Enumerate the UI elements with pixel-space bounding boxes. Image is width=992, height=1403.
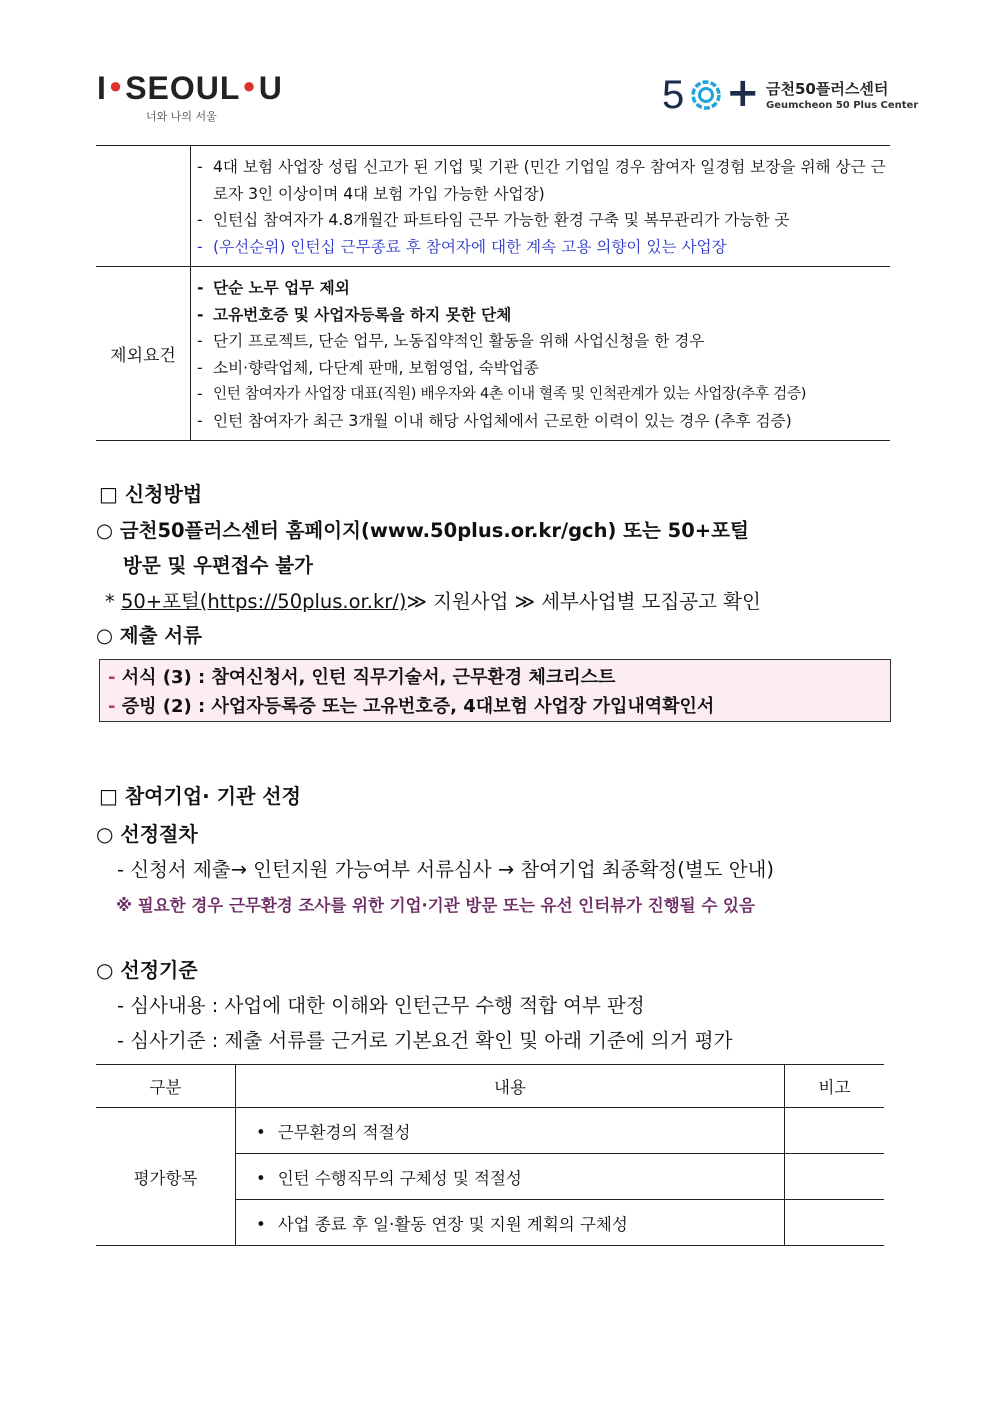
table-cell (191, 267, 891, 441)
portal-link[interactable]: 50+포털(https://50plus.or.kr/) (120, 590, 407, 613)
table-header-row (96, 1065, 884, 1108)
list-item: - 4대 보험 사업장 성립 신고가 된 기업 및 기관 (민간 기업일 경우 참여자 일경험 보장을 위해 상근 근로자 3인 이상이며 4대 보험 가입 가능한 사업장) (197, 158, 886, 203)
docs-box (99, 659, 891, 722)
center-name-ko: 금천50플러스센터 (766, 80, 889, 98)
eval-item: • 사업 종료 후 일·활동 연장 및 지원 계획의 구체성 (236, 1200, 785, 1246)
logo-five: 5 (662, 73, 685, 117)
process-heading: ○ 선정절차 (96, 822, 198, 846)
logo-plus: + (726, 70, 760, 116)
list-item: - 인턴 참여자가 최근 3개월 이내 해당 사업체에서 근로한 이력이 있는 경우 (추후 검증) (197, 411, 792, 430)
seoul-tagline: 너와 나의 서울 (146, 110, 217, 123)
col-header-remarks: 비고 (785, 1065, 885, 1108)
list-item: - 단기 프로젝트, 단순 업무, 노동집약적인 활동을 위해 사업신청을 한 경우 (197, 332, 705, 350)
exclusion-label: 제외요건 (96, 267, 191, 441)
selection-heading: □ 참여기업· 기관 선정 (99, 784, 301, 808)
list-item: - 소비·향락업체, 다단계 판매, 보험영업, 숙박업종 (197, 358, 539, 377)
portal-rest: ≫ 지원사업 ≫ 세부사업별 모집공고 확인 (406, 590, 761, 613)
logo-seoul: SEOUL (125, 70, 241, 106)
eval-row-label: 평가항목 (96, 1108, 236, 1246)
portal-line (105, 586, 761, 614)
docs-heading: ○ 제출 서류 (96, 624, 202, 647)
apply-heading: □ 신청방법 (99, 482, 203, 506)
table-cell (191, 146, 891, 267)
col-header-content: 내용 (236, 1065, 785, 1108)
eval-item: • 인턴 수행직무의 구체성 및 적절성 (236, 1154, 785, 1200)
geumcheon-50plus-logo (662, 72, 922, 118)
docs-item: - 증빙 (2) : 사업자등록증 또는 고유번호증, 4대보험 사업장 가입내역확인서 (108, 696, 715, 717)
apply-method-line1: ○ 금천50플러스센터 홈페이지(www.50plus.or.kr/gch) 또는 50+포털 (96, 519, 749, 542)
eval-note (785, 1154, 885, 1200)
logo-u: U (258, 70, 283, 106)
col-header-category: 구분 (96, 1065, 236, 1108)
list-item: - 고유번호증 및 사업자등록을 하지 못한 단체 (197, 305, 512, 324)
docs-item: - 서식 (3) : 참여신청서, 인턴 직무기술서, 근무환경 체크리스트 (108, 667, 616, 688)
logo-dot-icon: ● (242, 73, 257, 98)
i-seoul-u-logo (97, 70, 283, 107)
criteria-heading: ○ 선정기준 (96, 958, 198, 982)
table-row (96, 267, 890, 441)
logo-i: I (97, 70, 107, 106)
eval-note (785, 1108, 885, 1154)
list-item: - 인턴 참여자가 사업장 대표(직원) 배우자와 4촌 이내 혈족 및 인척관계가 있는 사업장(추후 검증) (197, 385, 807, 403)
evaluation-table (96, 1064, 884, 1246)
eval-note (785, 1200, 885, 1246)
criteria-line1: - 심사내용 : 사업에 대한 이해와 인턴근무 수행 적합 여부 판정 (117, 994, 645, 1017)
list-item-priority: - (우선순위) 인턴십 근무종료 후 참여자에 대한 계속 고용 의향이 있는 사업장 (197, 237, 727, 256)
table-row (96, 1108, 884, 1154)
requirements-table (96, 145, 890, 441)
eval-item: • 근무환경의 적절성 (236, 1108, 785, 1154)
logo-dot-icon: ● (108, 73, 124, 98)
ring-logo-icon (690, 79, 722, 111)
list-item: - 단순 노무 업무 제외 (197, 279, 350, 297)
criteria-line2: - 심사기준 : 제출 서류를 근거로 기본요건 확인 및 아래 기준에 의거 평가 (117, 1029, 733, 1052)
center-name-en: Geumcheon 50 Plus Center (766, 100, 919, 111)
process-note: ※ 필요한 경우 근무환경 조사를 위한 기업·기관 방문 또는 유선 인터뷰가 진행될 수 있음 (116, 896, 755, 915)
table-cell-empty (96, 146, 191, 267)
process-line: - 신청서 제출→ 인턴지원 가능여부 서류심사 → 참여기업 최종확정(별도 안내) (117, 858, 774, 881)
portal-prefix: * (105, 590, 115, 613)
table-row (96, 146, 890, 267)
list-item: - 인턴십 참여자가 4.8개월간 파트타임 근무 가능한 환경 구축 및 복무관리가 가능한 곳 (197, 211, 790, 229)
apply-method-line2: 방문 및 우편접수 불가 (123, 554, 313, 577)
